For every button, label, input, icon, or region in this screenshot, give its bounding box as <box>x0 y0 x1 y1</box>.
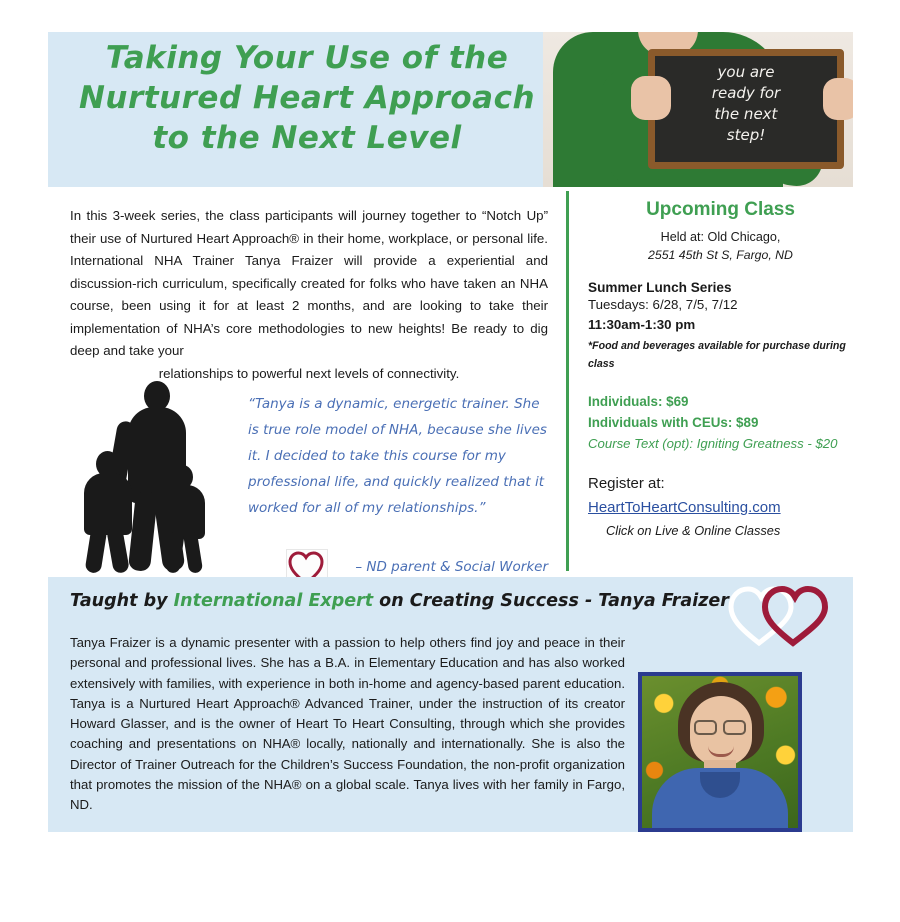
series-time: 11:30am-1:30 pm <box>588 317 696 332</box>
header-photo <box>543 32 853 187</box>
presenter-heading <box>70 591 729 611</box>
page-title-line-2: Nurtured Heart Approach <box>78 80 536 116</box>
intro-paragraph <box>70 205 548 385</box>
chalkboard <box>648 49 844 169</box>
presenter-heading-post: on Creating Success - Tanya Fraizer <box>373 591 729 611</box>
chalkboard-line-2: ready for <box>711 84 781 102</box>
testimonial-quote: “Tanya is a dynamic, energetic trainer. She is true role model of NHA, because she lives it. I decided to take this course for my professional life, and quickly realized that it worked for all of my relationships.” <box>248 396 547 516</box>
series-note: *Food and beverages available for purchase during class <box>588 340 846 370</box>
flyer <box>48 32 853 832</box>
price-individuals-ceus: Individuals with CEUs: $89 <box>588 415 759 430</box>
double-heart-icon <box>721 581 831 647</box>
presenter-heading-highlight: International Expert <box>173 591 374 611</box>
page-title-line-3: to the Next Level <box>152 120 462 156</box>
photo-glasses-right <box>723 720 746 735</box>
chalkboard-line-1: you are <box>717 63 775 81</box>
presenter-section <box>48 577 853 832</box>
presenter-bio: Tanya Fraizer is a dynamic presenter with a passion to help others find joy and peace in their personal and professional lives. She has a B.A. in Elementary Education and has also worked extensively with families, with experience in both in-home and agency-based parent education. Tanya is a Nurtured Heart Approach® Advanced Trainer, under the instruction of its creator Howard Glasser, and is the owner of Heart To Heart Consulting, through which she provides coaching and presentations on NHA® locally, nationally and internationally. She is also the Director of Trainer Outreach for the Children’s Success Foundation, the non-profit organization that promotes the mission of the NHA® on a global scale. Tanya lives with her family in Fargo, ND. <box>70 635 625 813</box>
presenter-heading-pre: Taught by <box>70 591 174 611</box>
upcoming-class-heading: Upcoming Class <box>646 199 795 220</box>
testimonial-attribution: – ND parent & Social Worker <box>355 559 548 575</box>
person-left-hand <box>631 76 671 120</box>
series-days: Tuesdays: 6/28, 7/5, 7/12 <box>588 297 738 312</box>
venue-label: Held at: Old Chicago, <box>660 230 781 244</box>
presenter-photo <box>638 672 802 832</box>
header-banner <box>48 32 853 187</box>
body-area <box>48 191 853 575</box>
silhouette-child1-body <box>84 473 132 535</box>
venue-address: 2551 45th St S, Fargo, ND <box>648 248 793 262</box>
register-link[interactable]: HeartToHeartConsulting.com <box>588 499 781 516</box>
column-divider <box>566 191 569 571</box>
silhouette-child2-body <box>163 485 205 539</box>
class-info-panel <box>588 199 853 538</box>
chalkboard-line-4: step! <box>726 126 766 144</box>
price-individuals: Individuals: $69 <box>588 394 689 409</box>
course-text-price: Course Text (opt): Igniting Greatness - $20 <box>588 436 838 451</box>
series-title: Summer Lunch Series <box>588 280 732 295</box>
intro-paragraph-text: In this 3-week series, the class participants will journey together to “Notch Up” their use of Nurtured Heart Approach® in their home, workplace, or personal life. International NHA Trainer Tanya Fraizer will provide a experiential and discussion-rich curriculum, specifically created for folks who have taken an NHA course, been using it for at least 2 months, and are looking to take their implementation of NHA’s core methodologies to new heights! Be ready to dig deep and take your <box>70 208 548 358</box>
page-title-line-1: Taking Your Use of the <box>105 40 509 76</box>
person-right-hand <box>823 78 853 120</box>
register-sub-note: Click on Live & Online Classes <box>606 523 781 538</box>
chalkboard-line-3: the next <box>714 105 778 123</box>
chalkboard-text <box>655 62 837 146</box>
photo-glasses-left <box>694 720 717 735</box>
intro-paragraph-last-line: relationships to powerful next levels of connectivity. <box>158 365 460 381</box>
page-title <box>62 38 552 158</box>
register-label: Register at: <box>588 475 665 492</box>
family-silhouette <box>68 381 248 571</box>
